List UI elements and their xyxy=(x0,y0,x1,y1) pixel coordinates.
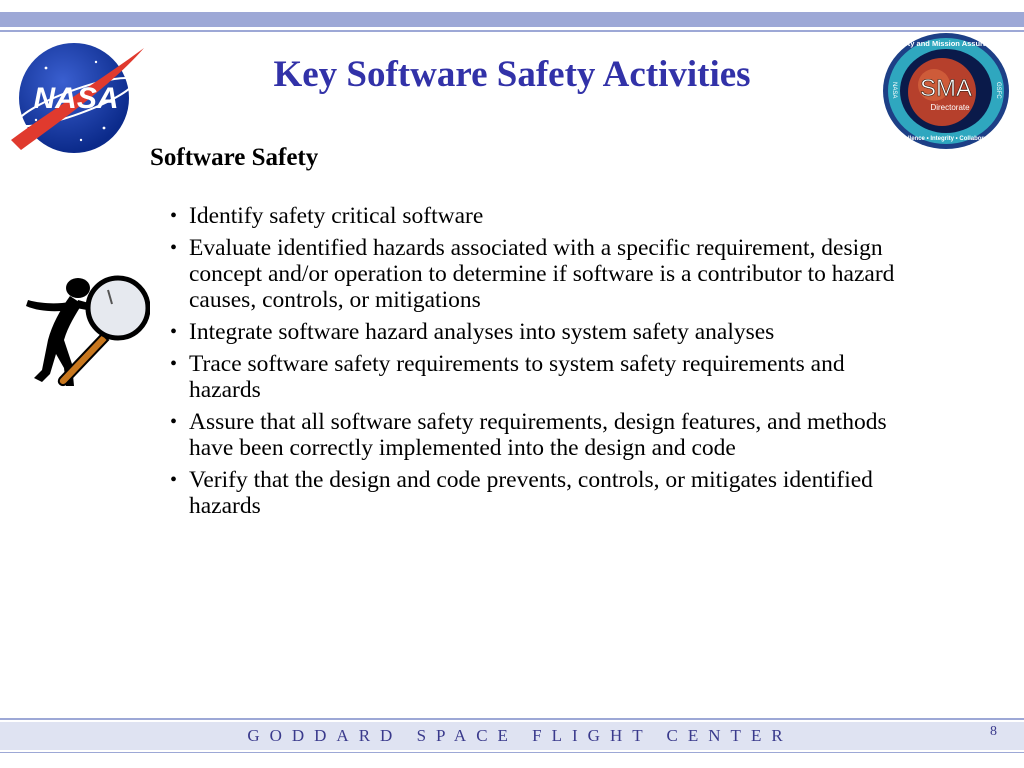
footer-rule xyxy=(0,718,1024,720)
sma-bottom-text: Excellence • Integrity • Collaboration xyxy=(893,136,999,142)
nasa-logo-text: NASA xyxy=(33,82,119,115)
section-heading: Software Safety xyxy=(150,144,319,171)
page-title: Key Software Safety Activities xyxy=(273,54,751,95)
magnifying-glass-person-icon xyxy=(20,270,150,405)
header-bar xyxy=(0,12,1024,27)
bullet-list xyxy=(170,203,915,525)
footer-center-text: GODDARD SPACE FLIGHT CENTER xyxy=(247,726,793,745)
bullet-item xyxy=(170,235,915,313)
bullet-text: Evaluate identified hazards associated with a specific requirement, design concept and/or operation to determine if software is a contributor to hazard causes, controls, or mitigations xyxy=(189,235,895,313)
nasa-meatball-icon xyxy=(6,40,146,158)
bullet-dot: • xyxy=(170,353,178,375)
bullet-text: Trace software safety requirements to system safety requirements and hazards xyxy=(189,351,845,403)
page-number: 8 xyxy=(990,724,997,739)
bullet-text: Identify safety critical software xyxy=(189,203,484,229)
bullet-item xyxy=(170,351,915,403)
sma-left-text: NASA xyxy=(891,82,897,99)
sma-directorate-text: Directorate xyxy=(930,103,970,112)
bullet-dot: • xyxy=(170,205,178,227)
bullet-item xyxy=(170,319,915,345)
sma-top-text: Safety and Mission Assurance xyxy=(891,39,1001,48)
header-rule xyxy=(0,30,1024,32)
bullet-dot: • xyxy=(170,469,178,491)
bullet-item xyxy=(170,467,915,519)
bullet-item xyxy=(170,409,915,461)
footer-bottom-rule xyxy=(0,752,1024,753)
bullet-text: Integrate software hazard analyses into system safety analyses xyxy=(189,319,775,345)
sma-directorate-seal-icon xyxy=(880,30,1012,152)
sma-logo-text: SMA xyxy=(919,75,973,102)
bullet-text: Assure that all software safety requirements, design features, and methods have been correctly implemented into the design and code xyxy=(189,409,887,461)
bullet-dot: • xyxy=(170,237,178,259)
bullet-item xyxy=(170,203,915,229)
bullet-dot: • xyxy=(170,411,178,433)
bullet-dot: • xyxy=(170,321,178,343)
bullet-text: Verify that the design and code prevents, controls, or mitigates identified hazards xyxy=(189,467,873,519)
sma-right-text: GSFC xyxy=(995,82,1001,99)
